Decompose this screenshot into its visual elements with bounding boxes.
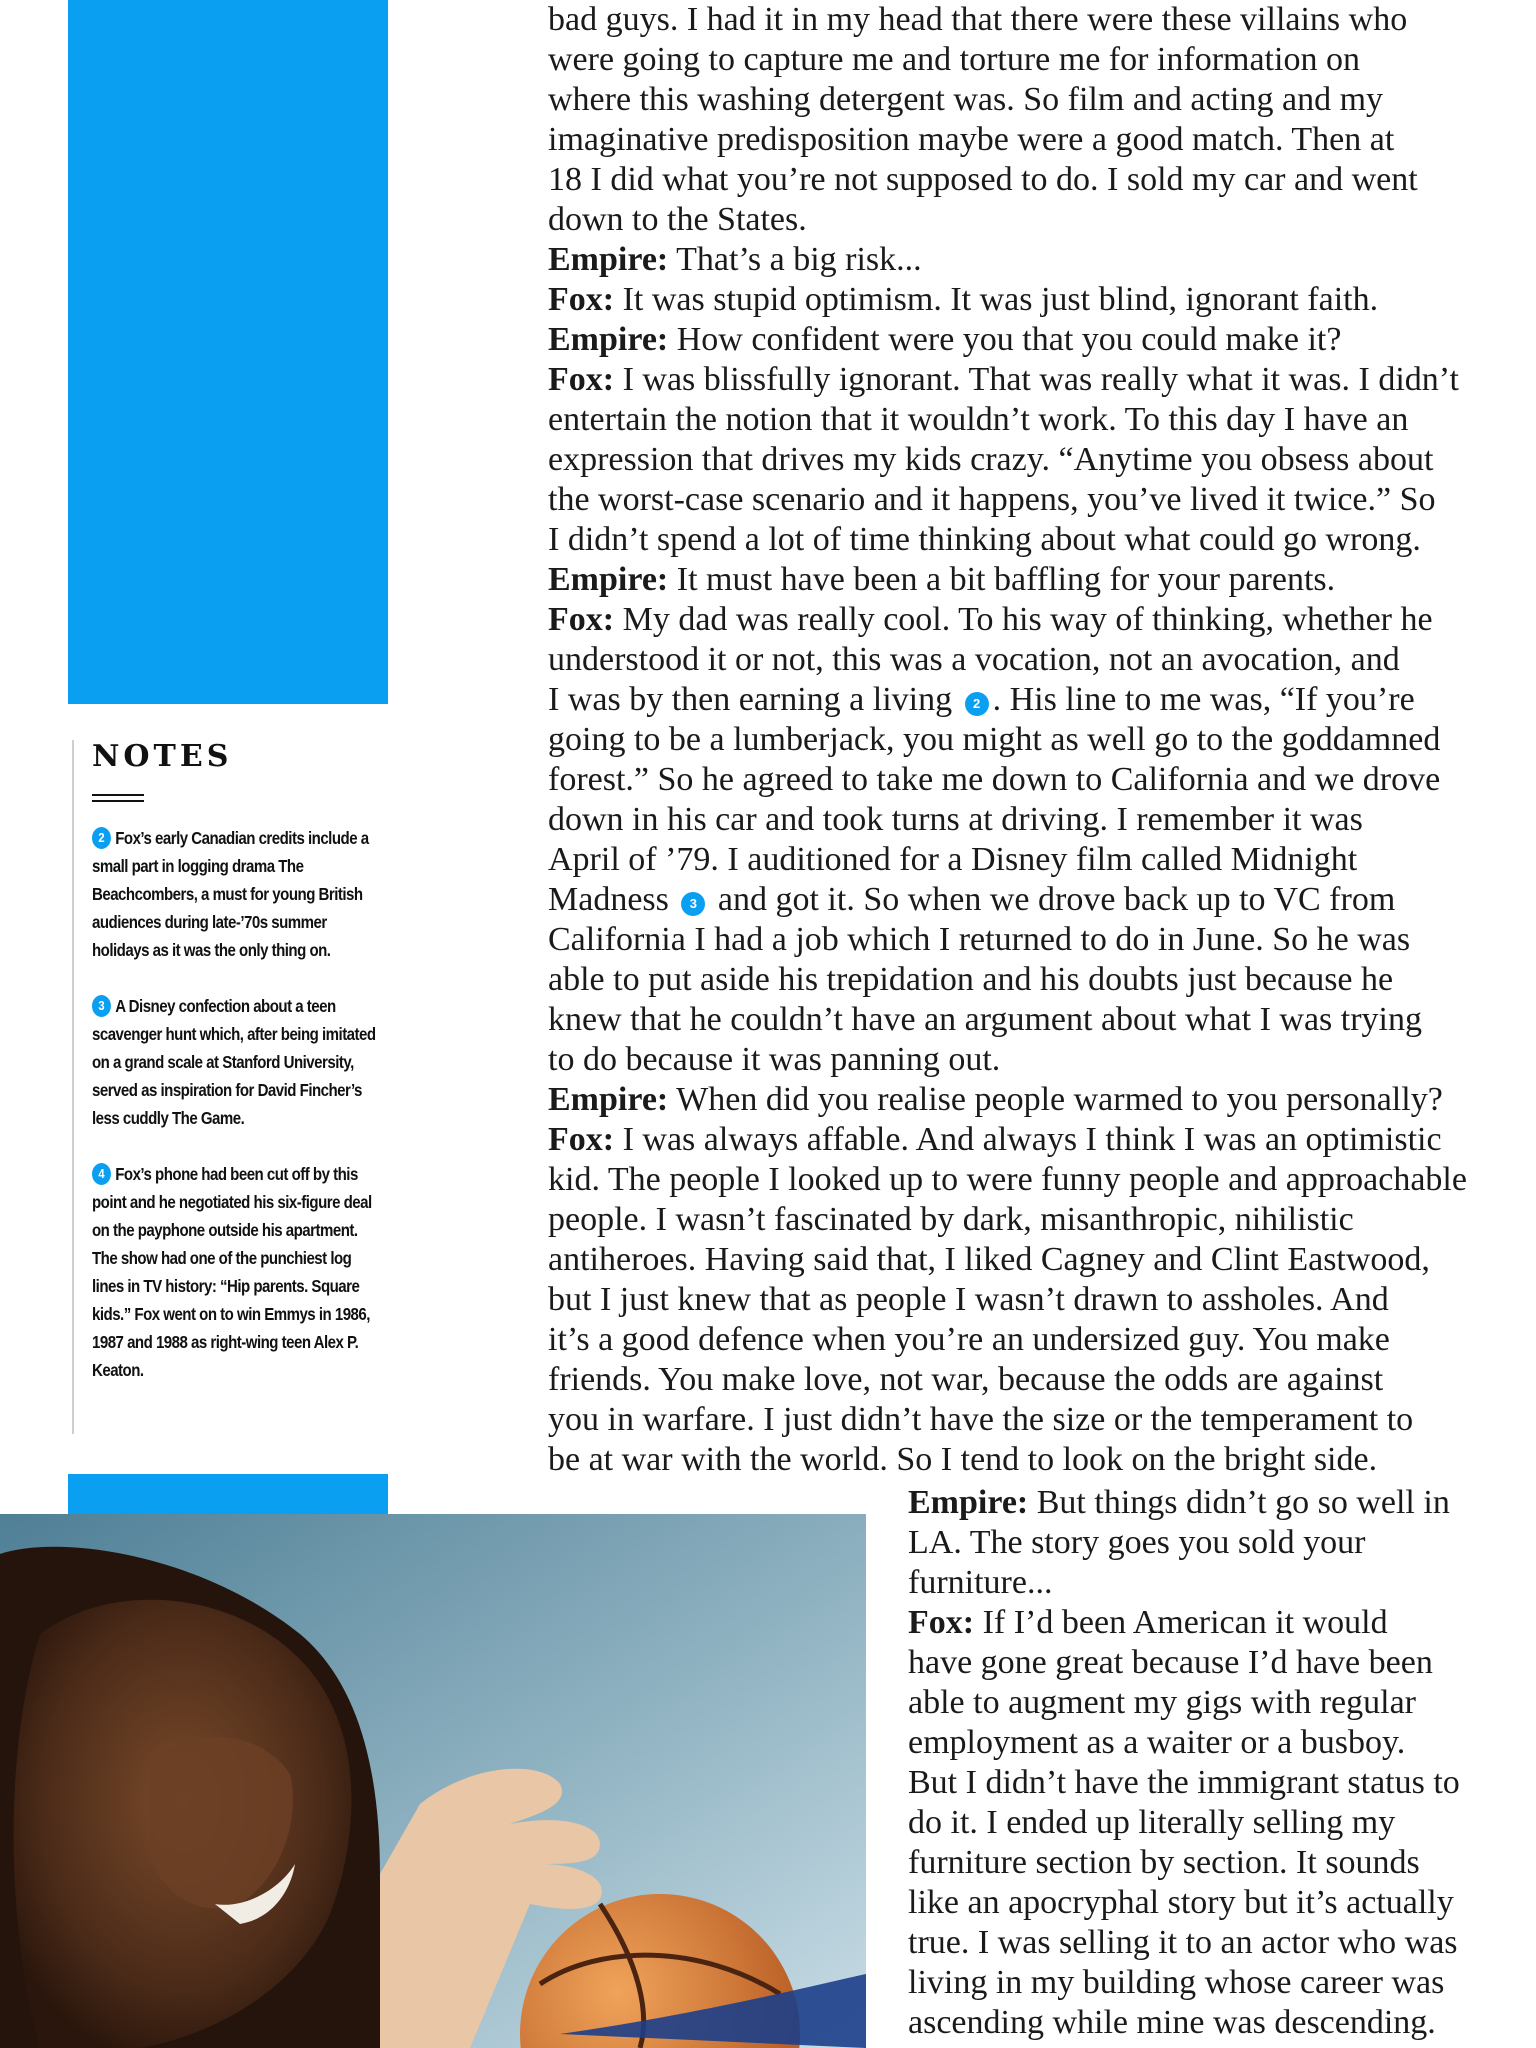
interview-body-main (548, 0, 1508, 1480)
speaker-empire: Empire: (548, 241, 669, 278)
answer-line (908, 1603, 1518, 1643)
question-text: It must have been a bit baffling for your parents. (676, 561, 1336, 598)
question-text: But things didn’t go so well in (1036, 1484, 1450, 1521)
text-line: people. I wasn’t fascinated by dark, misanthropic, nihilistic (548, 1201, 1354, 1238)
text-line (548, 680, 1508, 720)
teen-wolf-illustration (0, 1514, 866, 2048)
note-text: Fox’s early Canadian credits include a small part in logging drama The Beachcombers, a must for young British audiences during late-’70s summer holidays as it was the only thing on. (92, 828, 369, 960)
text-line: antiheroes. Having said that, I liked Cagney and Clint Eastwood, (548, 1241, 1430, 1278)
question-line (548, 560, 1508, 600)
interview-body-side (908, 1483, 1518, 2043)
speaker-empire: Empire: (548, 321, 669, 358)
speaker-fox: Fox: (548, 281, 615, 318)
note-number-badge: 2 (92, 827, 111, 849)
text-line: But I didn’t have the immigrant status to (908, 1764, 1460, 1801)
question-line (548, 320, 1508, 360)
note-3 (92, 992, 384, 1132)
speaker-empire: Empire: (908, 1484, 1029, 1521)
notes-rule (92, 794, 144, 802)
text-segment: and got it. So when we drove back up to VC from (717, 881, 1396, 918)
text-line: California I had a job which I returned to do in June. So he was (548, 921, 1411, 958)
answer-line (548, 280, 1508, 320)
text-line: to do because it was panning out. (548, 1041, 1001, 1078)
note-2 (92, 824, 384, 964)
text-line: forest.” So he agreed to take me down to California and we drove (548, 761, 1441, 798)
note-4 (92, 1160, 384, 1384)
text-line: able to put aside his trepidation and his doubts just because he (548, 961, 1394, 998)
text-line: down to the States. (548, 201, 807, 238)
text-line: entertain the notion that it wouldn’t work. To this day I have an (548, 401, 1409, 438)
note-marker-2: 2 (965, 692, 989, 716)
question-text: That’s a big risk... (676, 241, 922, 278)
text-line: true. I was selling it to an actor who was (908, 1924, 1458, 1961)
speaker-fox: Fox: (908, 1604, 975, 1641)
question-text: How confident were you that you could make it? (676, 321, 1342, 358)
answer-line (548, 600, 1508, 640)
text-line: furniture section by section. It sounds (908, 1844, 1420, 1881)
text-line: were going to capture me and torture me for information on (548, 41, 1360, 78)
answer-text: My dad was really cool. To his way of thinking, whether he (622, 601, 1433, 638)
text-line (548, 880, 1508, 920)
text-line: where this washing detergent was. So film and acting and my (548, 81, 1384, 118)
blue-accent-block-top (68, 0, 388, 704)
answer-text: It was stupid optimism. It was just blind, ignorant faith. (622, 281, 1379, 318)
notes-title: NOTES (92, 739, 233, 774)
text-line: imaginative predisposition maybe were a good match. Then at (548, 121, 1395, 158)
text-line: able to augment my gigs with regular (908, 1684, 1416, 1721)
question-line (548, 1080, 1508, 1120)
note-number-badge: 3 (92, 995, 111, 1017)
text-line: ascending while mine was descending. (908, 2004, 1436, 2041)
notes-sidebar (72, 740, 392, 1434)
speaker-empire: Empire: (548, 1081, 669, 1118)
note-text: A Disney confection about a teen scavenger hunt which, after being imitated on a grand scale at Stanford University, served as inspiration for David Fincher’s less cuddly The Game. (92, 996, 376, 1128)
text-line: April of ’79. I auditioned for a Disney film called Midnight (548, 841, 1358, 878)
text-line: kid. The people I looked up to were funny people and approachable (548, 1161, 1467, 1198)
speaker-fox: Fox: (548, 361, 615, 398)
text-line: bad guys. I had it in my head that there were these villains who (548, 1, 1408, 38)
answer-line (548, 360, 1508, 400)
text-line: friends. You make love, not war, because the odds are against (548, 1361, 1384, 1398)
text-line: but I just knew that as people I wasn’t drawn to assholes. And (548, 1281, 1389, 1318)
note-marker-3: 3 (681, 892, 705, 916)
text-line: LA. The story goes you sold your (908, 1524, 1366, 1561)
speaker-empire: Empire: (548, 561, 669, 598)
blue-accent-block-bottom (68, 1474, 388, 1514)
speaker-fox: Fox: (548, 1121, 615, 1158)
question-line (548, 240, 1508, 280)
text-line: do it. I ended up literally selling my (908, 1804, 1396, 1841)
text-line: living in my building whose career was (908, 1964, 1445, 2001)
text-line: understood it or not, this was a vocation, not an avocation, and (548, 641, 1400, 678)
text-line: you in warfare. I just didn’t have the size or the temperament to (548, 1401, 1414, 1438)
text-line: down in his car and took turns at driving. I remember it was (548, 801, 1363, 838)
note-text: Fox’s phone had been cut off by this point and he negotiated his six-figure deal on the payphone outside his apartment. The show had one of the punchiest log lines in TV history: “Hip parents. Square kids.” Fox went on to win Emmys in 1986, 1987 and 1988 as right-wing teen Alex P. Keaton. (92, 1164, 372, 1380)
text-segment: . His line to me was, “If you’re (992, 681, 1415, 718)
answer-line (548, 1120, 1508, 1160)
text-segment: Madness (548, 881, 669, 918)
text-line: it’s a good defence when you’re an undersized guy. You make (548, 1321, 1390, 1358)
text-line: I didn’t spend a lot of time thinking about what could go wrong. (548, 521, 1421, 558)
text-segment: I was by then earning a living (548, 681, 953, 718)
teen-wolf-photo (0, 1514, 866, 2048)
answer-text: I was blissfully ignorant. That was really what it was. I didn’t (622, 361, 1459, 398)
text-line: be at war with the world. So I tend to look on the bright side. (548, 1441, 1378, 1478)
text-line: furniture... (908, 1564, 1053, 1601)
speaker-fox: Fox: (548, 601, 615, 638)
text-line: going to be a lumberjack, you might as well go to the goddamned (548, 721, 1441, 758)
text-line: expression that drives my kids crazy. “Anytime you obsess about (548, 441, 1434, 478)
question-line (908, 1483, 1518, 1523)
text-line: like an apocryphal story but it’s actually (908, 1884, 1454, 1921)
answer-text: If I’d been American it would (982, 1604, 1388, 1641)
text-line: 18 I did what you’re not supposed to do. I sold my car and went (548, 161, 1418, 198)
answer-text: I was always affable. And always I think I was an optimistic (622, 1121, 1442, 1158)
text-line: the worst-case scenario and it happens, you’ve lived it twice.” So (548, 481, 1436, 518)
question-text: When did you realise people warmed to you personally? (676, 1081, 1443, 1118)
text-line: have gone great because I’d have been (908, 1644, 1433, 1681)
text-line: knew that he couldn’t have an argument about what I was trying (548, 1001, 1423, 1038)
text-line: employment as a waiter or a busboy. (908, 1724, 1406, 1761)
note-number-badge: 4 (92, 1163, 111, 1185)
